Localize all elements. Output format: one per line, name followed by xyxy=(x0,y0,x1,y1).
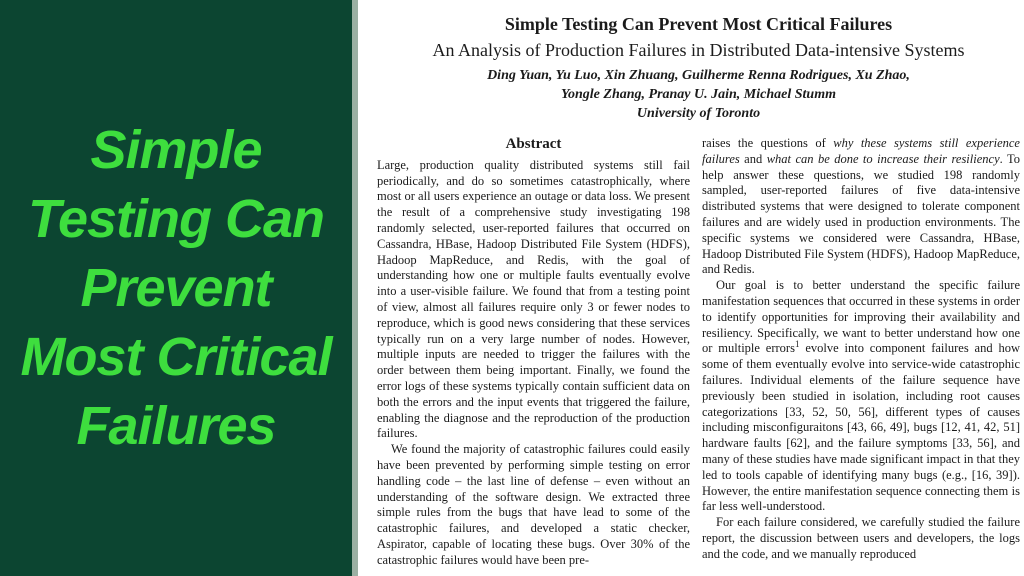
paper-page xyxy=(358,0,1024,576)
abstract-paragraph-1: Large, production quality distributed systems still fail periodically, and do so sometimes catastrophically, where most or all users experience an outage or data loss. We present the result of a comprehensive study investigating 198 randomly selected, user-reported failures that occurred on Cassandra, HBase, Hadoop Distributed File System (HDFS), Hadoop MapReduce, and Redis, with the goal of understanding how one or multiple faults eventually evolve into a user-visible failure. We found that from a testing point of view, almost all failures require only 3 or fewer nodes to reproduce, which is good news considering that these services typically run on a very large number of nodes. However, multiple inputs are needed to trigger the failures with the order between them being important. Finally, we found the error logs of these systems typically contain sufficient data on both the errors and the input events that triggered the failure, enabling the diagnose and the reproduction of the production failures. xyxy=(377,157,690,441)
intro-p1-lead: raises the questions of xyxy=(702,136,834,150)
paper-columns xyxy=(377,136,1020,569)
intro-p2-pre: Our goal is to better understand the specific failure manifestation sequences that occurred in these systems in order to identify opportunities for improving their availability and resiliency. Specifically, we want to better understand how one or multiple errors xyxy=(702,278,1020,356)
intro-p2-post: evolve into component failures and how some of them eventually evolve into service-wide catastrophic failures. Individual elements of the failure sequence have previously been studied in isolation, including root causes categorizations [33, 52, 50, 56], different types of causes including misconfiguraitons [43, 66, 49], bugs [12, 41, 42, 51] hardware faults [62], and the failure symptoms [33, 56], and many of these studies have made significant impact in that they led to tools capable of identifying many bugs (e.g., [16, 39]). However, the entire manifestation sequence connecting them is far less well-understood. xyxy=(702,341,1020,514)
paper-column-right xyxy=(702,136,1020,569)
paper-authors-line-2: Yongle Zhang, Pranay U. Jain, Michael Stumm xyxy=(561,87,836,102)
slide-left-panel xyxy=(0,0,352,576)
intro-p1-rest: . To help answer these questions, we studied 198 randomly sampled, user-reported failures of five data-intensive distributed systems that were designed to tolerate component failures and are widely used in production environments. The specific systems we considered were Cassandra, HBase, Hadoop Distributed File System (HDFS), Hadoop MapReduce, and Redis. xyxy=(702,151,1020,277)
intro-paragraph-1 xyxy=(702,136,1020,278)
footnote-marker: 1 xyxy=(794,339,800,350)
slide-title-line-5: Failures xyxy=(76,395,276,456)
intro-p1-italic-1: why these systems still experience failures xyxy=(702,136,1020,166)
paper-authors-line-1: Ding Yuan, Yu Luo, Xin Zhuang, Guilherme Renna Rodrigues, Xu Zhao, xyxy=(487,68,910,83)
abstract-paragraph-2: We found the majority of catastrophic failures could easily have been prevented by performing simple testing on error handling code – the last line of defense – even without an understanding of the software design. We extracted three simple rules from the bugs that have lead to some of the catastrophic failures, and developed a static checker, Aspirator, capable of locating these bugs. Over 30% of the catastrophic failures would have been pre- xyxy=(377,442,690,567)
slide-title-line-4: Most Critical xyxy=(20,326,332,387)
paper-title: Simple Testing Can Prevent Most Critical Failures xyxy=(504,14,893,34)
intro-paragraph-3: For each failure considered, we carefully studied the failure report, the discussion between users and developers, the logs and the code, and we manually reproduced xyxy=(702,515,1020,561)
slide-title-line-2: Testing Can xyxy=(27,188,325,249)
intro-p1-italic-2: what can be done to increase their resiliency xyxy=(766,151,1000,166)
slide-title-line-1: Simple xyxy=(90,119,262,180)
abstract-heading: Abstract xyxy=(505,136,562,152)
paper-subtitle: An Analysis of Production Failures in Distributed Data-intensive Systems xyxy=(432,40,965,60)
paper-column-left xyxy=(377,136,690,569)
paper-affiliation: University of Toronto xyxy=(636,106,761,121)
slide-title-line-3: Prevent xyxy=(80,257,272,318)
intro-p1-mid: and xyxy=(739,151,767,166)
intro-paragraph-2 xyxy=(702,278,1020,515)
slide-title xyxy=(20,116,331,461)
